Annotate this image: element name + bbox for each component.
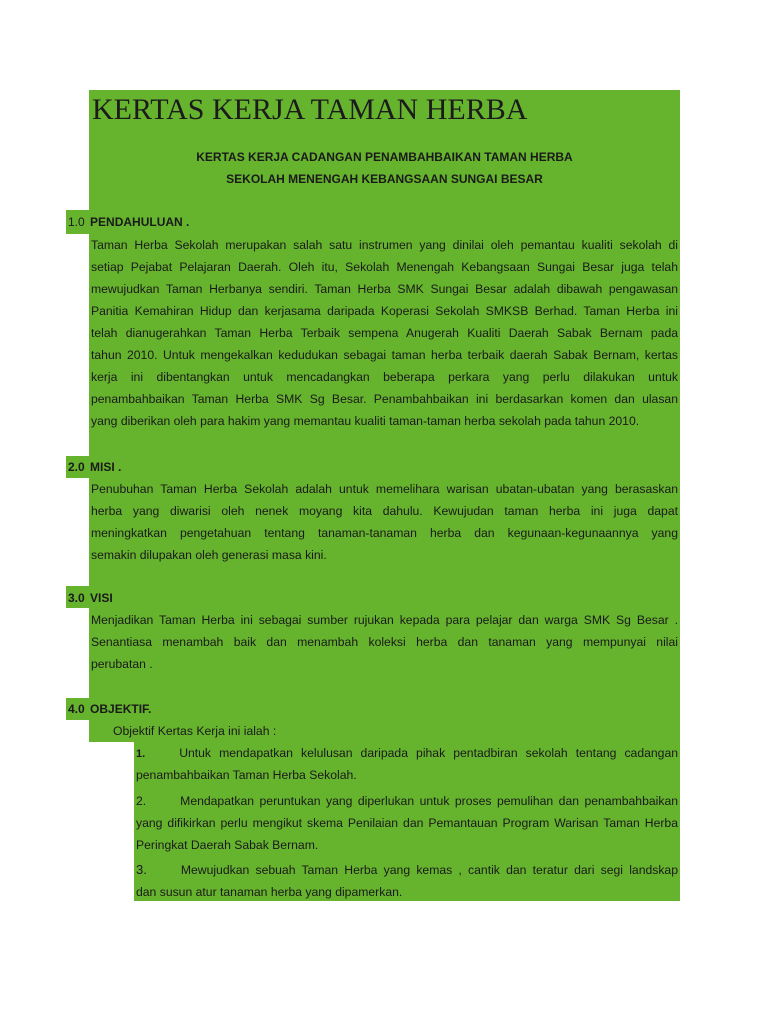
objective-item-line: dan susun atur tanaman herba yang dipamerkan. [136,885,403,899]
paragraph-line: herba yang diwarisi oleh nenek moyang kita dahulu. Kewujudan taman herba ini juga dapat [91,504,678,518]
paragraph-line: Penubuhan Taman Herba Sekolah adalah untuk memelihara warisan ubatan-ubatan yang berasaskan [91,482,678,496]
objective-text: Untuk mendapatkan kelulusan daripada pihak pentadbiran sekolah tentang cadangan [179,746,678,760]
section-4-heading-highlight [66,698,680,720]
paragraph-line: yang diberikan oleh para hakim yang memantau kualiti taman-taman herba sekolah pada tahun 2010. [91,414,640,428]
section-2-number: 2.0 [68,460,85,474]
objective-text: Mewujudkan sebuah Taman Herba yang kemas , cantik dan teratur dari segi landskap [180,863,678,877]
paragraph-line: Taman Herba Sekolah merupakan salah satu instrumen yang dinilai oleh pemantau kualiti sekolah di [91,238,678,252]
section-1-paragraph [91,234,678,432]
objective-item-1 [136,742,678,786]
paragraph-line: perubatan . [91,657,153,671]
paragraph-line: mewujudkan Taman Herbanya sendiri. Taman Herba SMK Sungai Besar adalah dibawah pengawasan [91,282,678,296]
section-3-number: 3.0 [68,591,85,605]
paragraph-line: semakin dilupakan oleh generasi masa kini. [91,548,327,562]
paragraph-line: penambahbaikan Taman Herba SMK Sg Besar. Penambahbaikan ini berdasarkan komen dan ulasan [91,392,678,406]
objective-text: Mendapatkan peruntukan yang diperlukan untuk proses pemulihan dan penambahbaikan [180,794,678,808]
subtitle-line-1: KERTAS KERJA CADANGAN PENAMBAHBAIKAN TAMAN HERBA [196,150,573,164]
section-1-heading [68,213,189,231]
section-3-heading-highlight [66,586,680,608]
objective-number: 1. [136,748,146,760]
objective-item-line: yang difikirkan perlu mengikut skema Penilaian dan Pemantauan Program Warisan Taman Herba [136,816,678,830]
paragraph-line: kerja ini dibentangkan untuk mencadangkan beberapa perkara yang perlu dilakukan untuk [91,370,678,384]
paragraph-line: Menjadikan Taman Herba ini sebagai sumber rujukan kepada para pelajar dan warga SMK Sg Besar . [91,613,678,627]
paragraph-line: Panitia Kemahiran Hidup dan kerjasama daripada Koperasi Sekolah SMKSB Berhad. Taman Herba ini [91,304,678,318]
section-4-intro: Objektif Kertas Kerja ini ialah : [113,724,277,738]
section-1-title: PENDAHULUAN . [90,215,190,229]
paragraph-line: meningkatkan pengetahuan tentang tanaman-tanaman herba dan kegunaan-kegunaannya yang [91,526,678,540]
section-4-number: 4.0 [68,702,85,716]
paragraph-line: setiap Pejabat Pelajaran Daerah. Oleh itu, Sekolah Menengah Kebangsaan Sungai Besar juga telah [91,260,678,274]
objective-item-line: Peringkat Daerah Sabak Bernam. [136,838,319,852]
paragraph-line: Senantiasa menambah baik dan menambah koleksi herba dan tanaman yang mempunyai nilai [91,635,678,649]
objective-item-line: penambahbaikan Taman Herba Sekolah. [136,768,357,782]
paragraph-line: tahun 2010. Untuk mengekalkan kedudukan sebagai taman herba terbaik daerah Sabak Bernam, kertas [91,348,678,362]
section-2-title: MISI . [90,460,122,474]
section-2-heading [68,458,121,476]
objective-number: 2. [136,794,147,808]
subtitle-line-2: SEKOLAH MENENGAH KEBANGSAAN SUNGAI BESAR [226,172,543,186]
section-3-paragraph [91,609,678,675]
section-4-title: OBJEKTIF. [90,702,152,716]
objective-item-3 [136,859,678,903]
section-2-paragraph [91,478,678,566]
objective-item-first-line [136,859,678,881]
objective-item-first-line [136,790,678,812]
document-title: KERTAS KERJA TAMAN HERBA [92,93,528,126]
section-4-heading [68,700,151,718]
objective-item-2 [136,790,678,856]
section-2-heading-highlight [66,456,680,478]
paragraph-line: telah dianugerahkan Taman Herba Terbaik sempena Anugerah Kualiti Daerah Sabak Bernam pada [91,326,678,340]
section-3-heading [68,589,113,607]
section-1-number: 1.0 [68,215,85,229]
objective-item-first-line [136,742,678,764]
section-3-title: VISI [90,591,113,605]
objective-number: 3. [136,862,147,877]
